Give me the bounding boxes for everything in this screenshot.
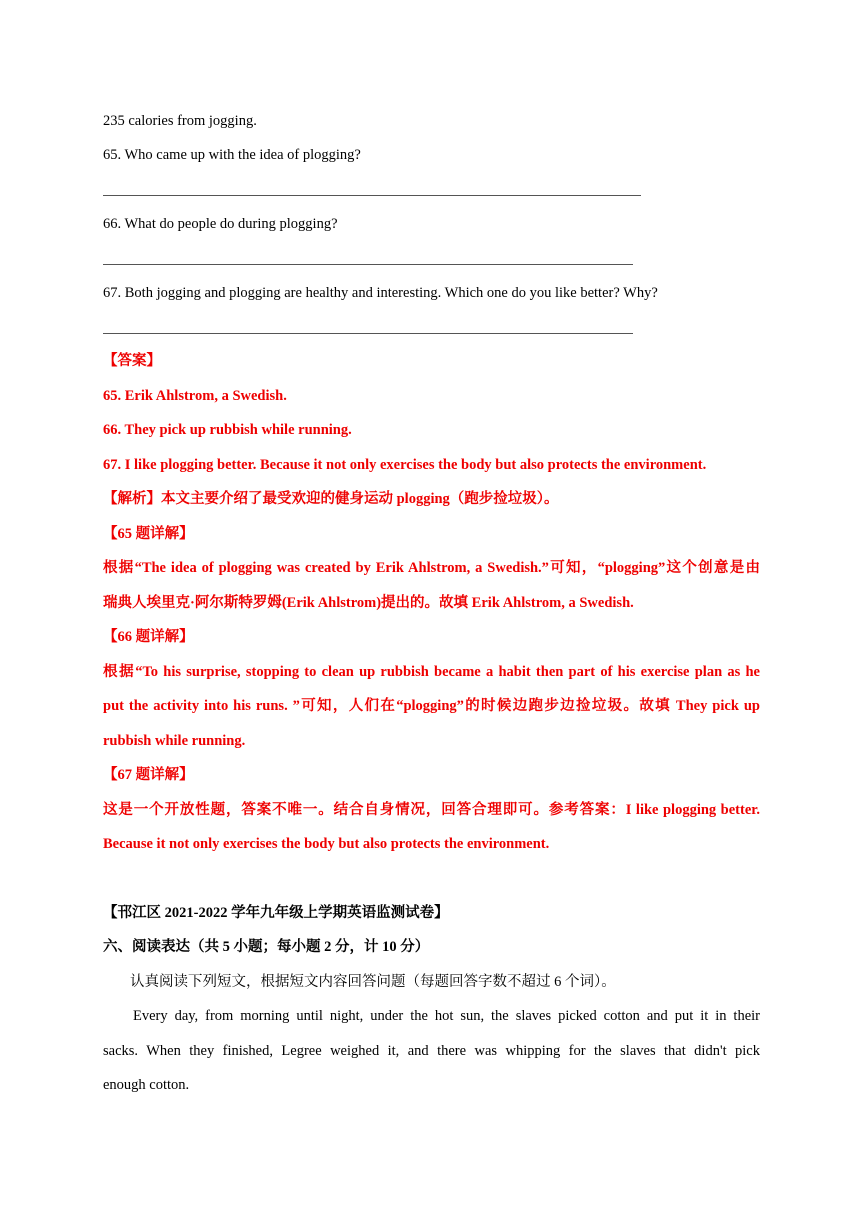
question-67: 67. Both jogging and plogging are healthy and interesting. Which one do you like better? Why? — [103, 285, 658, 301]
answer-line-65 — [103, 195, 641, 196]
exam-title: 【邗江区 2021-2022 学年九年级上学期英语监测试卷】 — [103, 905, 449, 921]
detail-heading-65: 【65 题详解】 — [103, 526, 194, 542]
detail-66-line-2: put the activity into his runs. ”可知，人们在“plogging”的时候边跑步边捡垃圾。故填 They pick up — [103, 698, 760, 714]
detail-66-line-1: 根据“To his surprise, stopping to clean up rubbish became a habit then part of his exercise plan as he — [103, 664, 760, 680]
part-heading: 六、阅读表达（共 5 小题；每小题 2 分，计 10 分） — [103, 939, 430, 955]
passage-line-1: Every day, from morning until night, under the hot sun, the slaves picked cotton and put it in their — [133, 1008, 760, 1024]
passage-line-3: enough cotton. — [103, 1077, 190, 1093]
detail-65-line-2: 瑞典人埃里克·阿尔斯特罗姆(Erik Ahlstrom)提出的。故填 Erik Ahlstrom, a Swedish. — [103, 595, 634, 611]
question-65: 65. Who came up with the idea of plogging? — [103, 147, 361, 163]
question-66: 66. What do people do during plogging? — [103, 216, 338, 232]
answer-67: 67. I like plogging better. Because it not only exercises the body but also protects the environment. — [103, 457, 707, 473]
detail-67-line-1: 这是一个开放性题，答案不唯一。结合自身情况，回答合理即可。参考答案：I like plogging better. — [103, 802, 760, 818]
answer-65: 65. Erik Ahlstrom, a Swedish. — [103, 388, 287, 404]
detail-66-line-3: rubbish while running. — [103, 733, 246, 749]
analysis-summary: 【解析】本文主要介绍了最受欢迎的健身运动 plogging（跑步捡垃圾）。 — [103, 491, 559, 507]
answer-66: 66. They pick up rubbish while running. — [103, 422, 352, 438]
answer-line-66 — [103, 264, 633, 265]
carry-over-line: 235 calories from jogging. — [103, 113, 257, 129]
instruction: 认真阅读下列短文，根据短文内容回答问题（每题回答字数不超过 6 个词）。 — [130, 974, 616, 990]
detail-65-line-1: 根据“The idea of plogging was created by Erik Ahlstrom, a Swedish.”可知，“plogging”这个创意是由 — [103, 560, 760, 576]
answer-heading: 【答案】 — [103, 353, 161, 369]
detail-heading-66: 【66 题详解】 — [103, 629, 194, 645]
passage-line-2: sacks. When they finished, Legree weighed it, and there was whipping for the slaves that didn't pick — [103, 1043, 760, 1059]
detail-heading-67: 【67 题详解】 — [103, 767, 194, 783]
detail-67-line-2: Because it not only exercises the body but also protects the environment. — [103, 836, 550, 852]
answer-line-67 — [103, 333, 633, 334]
